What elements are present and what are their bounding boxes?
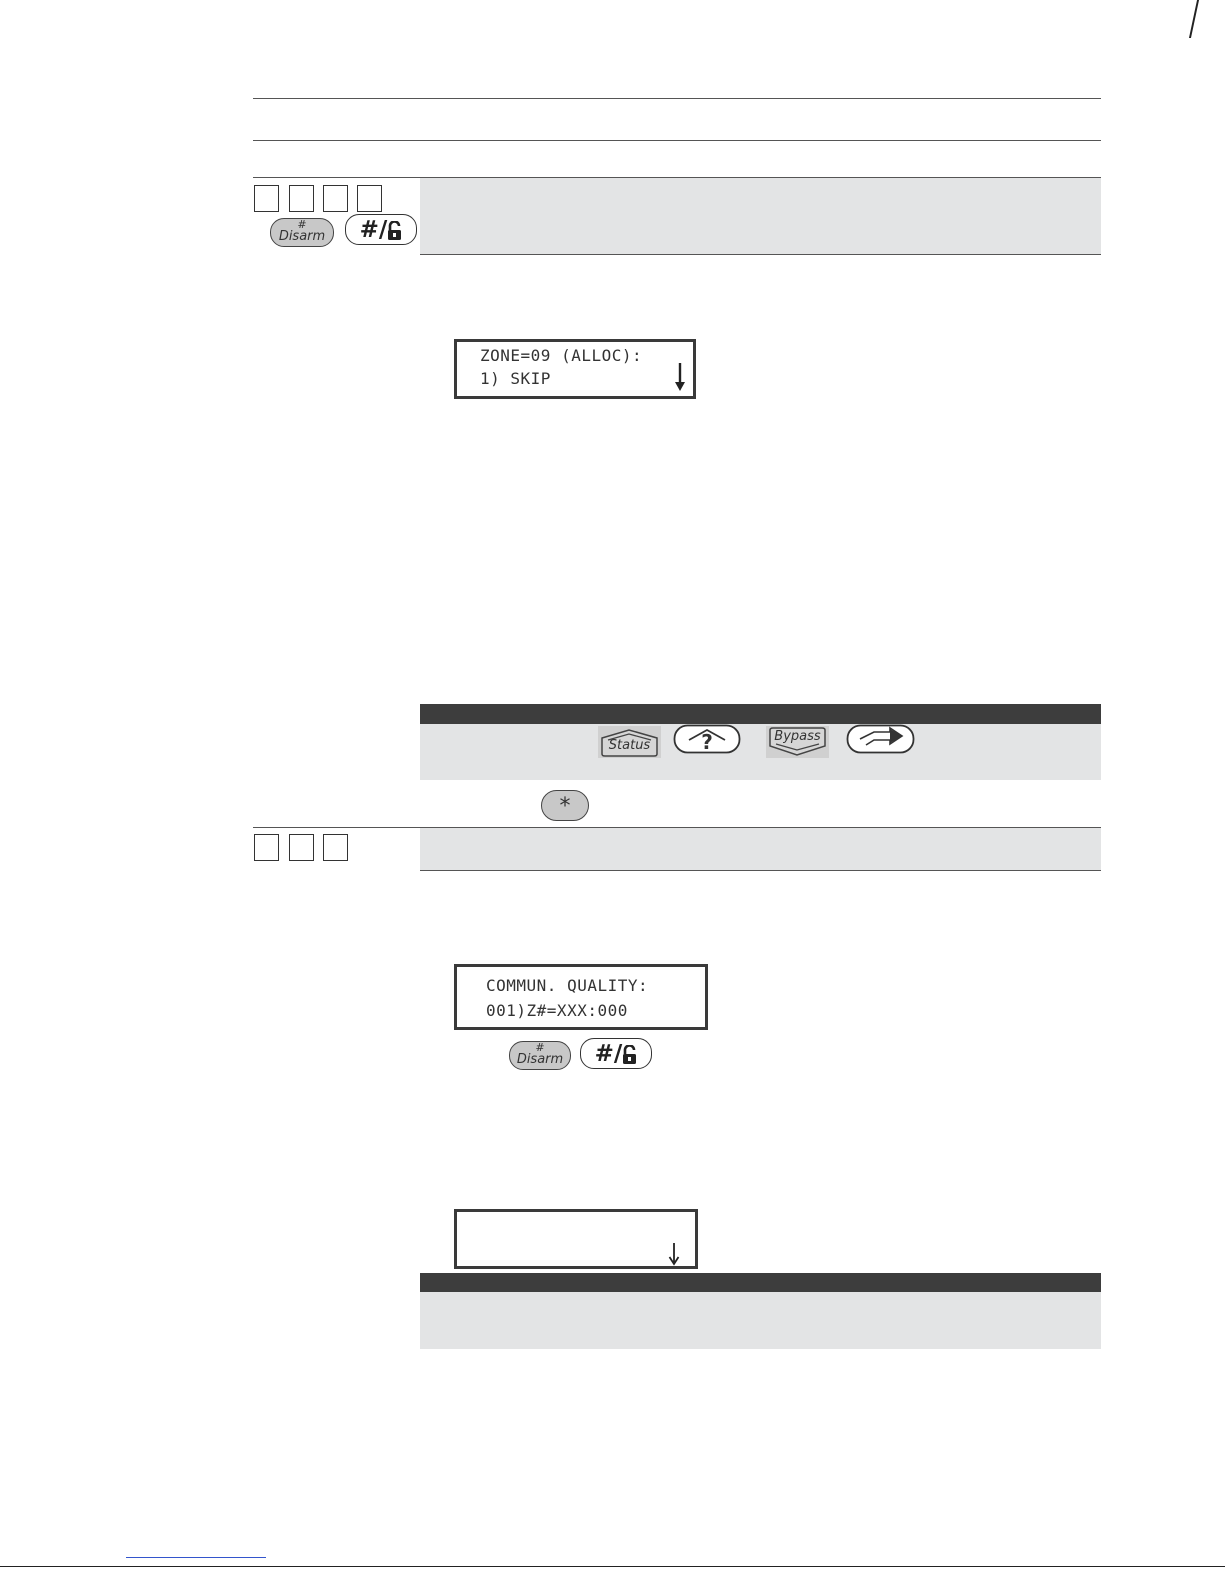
star-key-label: * (559, 794, 571, 819)
lcd-line-1: COMMUN. QUALITY: (486, 976, 649, 995)
status-up-key-icon[interactable] (598, 726, 661, 758)
question-key-label: ? (701, 730, 713, 754)
hash-unlock-key-label: #/ (346, 215, 416, 245)
lcd-zone-alloc-display (454, 339, 696, 399)
section1-bottom-rule (420, 254, 1101, 255)
hash-unlock-key-label: #/ (581, 1039, 651, 1069)
right-arrow-key-icon[interactable] (846, 724, 915, 754)
disarm-key-symbol: # (297, 218, 307, 231)
footer-link-underline[interactable] (126, 1557, 266, 1558)
question-up-key-icon[interactable] (673, 724, 741, 754)
lcd-line-1: ZONE=09 (ALLOC): (480, 346, 643, 365)
code-digit-box[interactable] (289, 185, 314, 212)
status-key-label: Status (608, 738, 651, 753)
section2-bottom-rule (420, 870, 1101, 871)
star-key-icon[interactable] (541, 790, 589, 821)
note-body-band (420, 1292, 1101, 1349)
code-digit-box[interactable] (323, 185, 348, 212)
disarm-key-icon[interactable] (270, 218, 334, 247)
down-arrow-icon (668, 1242, 680, 1266)
bypass-key-label: Bypass (774, 729, 821, 744)
bypass-down-key-icon[interactable] (766, 726, 829, 758)
lcd-blank-display (454, 1209, 698, 1269)
lcd-line-2: 1) SKIP (480, 369, 551, 388)
code-digit-box[interactable] (289, 834, 314, 861)
header-top-rule (253, 98, 1101, 99)
footer-rule (0, 1566, 1225, 1567)
nav-keys-header-band (420, 704, 1101, 724)
section1-instruction-band (420, 178, 1101, 254)
down-arrow-icon (673, 362, 687, 392)
lock-icon (387, 221, 402, 241)
code-digit-box[interactable] (254, 185, 279, 212)
code-digit-box[interactable] (323, 834, 348, 861)
disarm-key-label: Disarm (278, 229, 326, 244)
disarm-key-symbol: # (535, 1041, 545, 1054)
disarm-key-icon[interactable] (509, 1041, 571, 1070)
lcd-line-2: 001)Z#=XXX:000 (486, 1001, 628, 1020)
nav-keys-body-band (420, 724, 1101, 780)
code-digit-box[interactable] (357, 185, 382, 212)
note-header-band (420, 1273, 1101, 1292)
hash-unlock-key-icon[interactable] (345, 214, 417, 245)
right-arrow-key-outline (846, 724, 915, 754)
lcd-commun-quality-display (454, 964, 708, 1030)
page-edge-line (1189, 0, 1199, 38)
lock-icon (622, 1045, 637, 1065)
hash-unlock-key-icon[interactable] (580, 1038, 652, 1069)
code-digit-box[interactable] (254, 834, 279, 861)
section2-instruction-band (420, 828, 1101, 870)
header-bottom-rule (253, 140, 1101, 141)
disarm-key-label: Disarm (516, 1052, 564, 1067)
